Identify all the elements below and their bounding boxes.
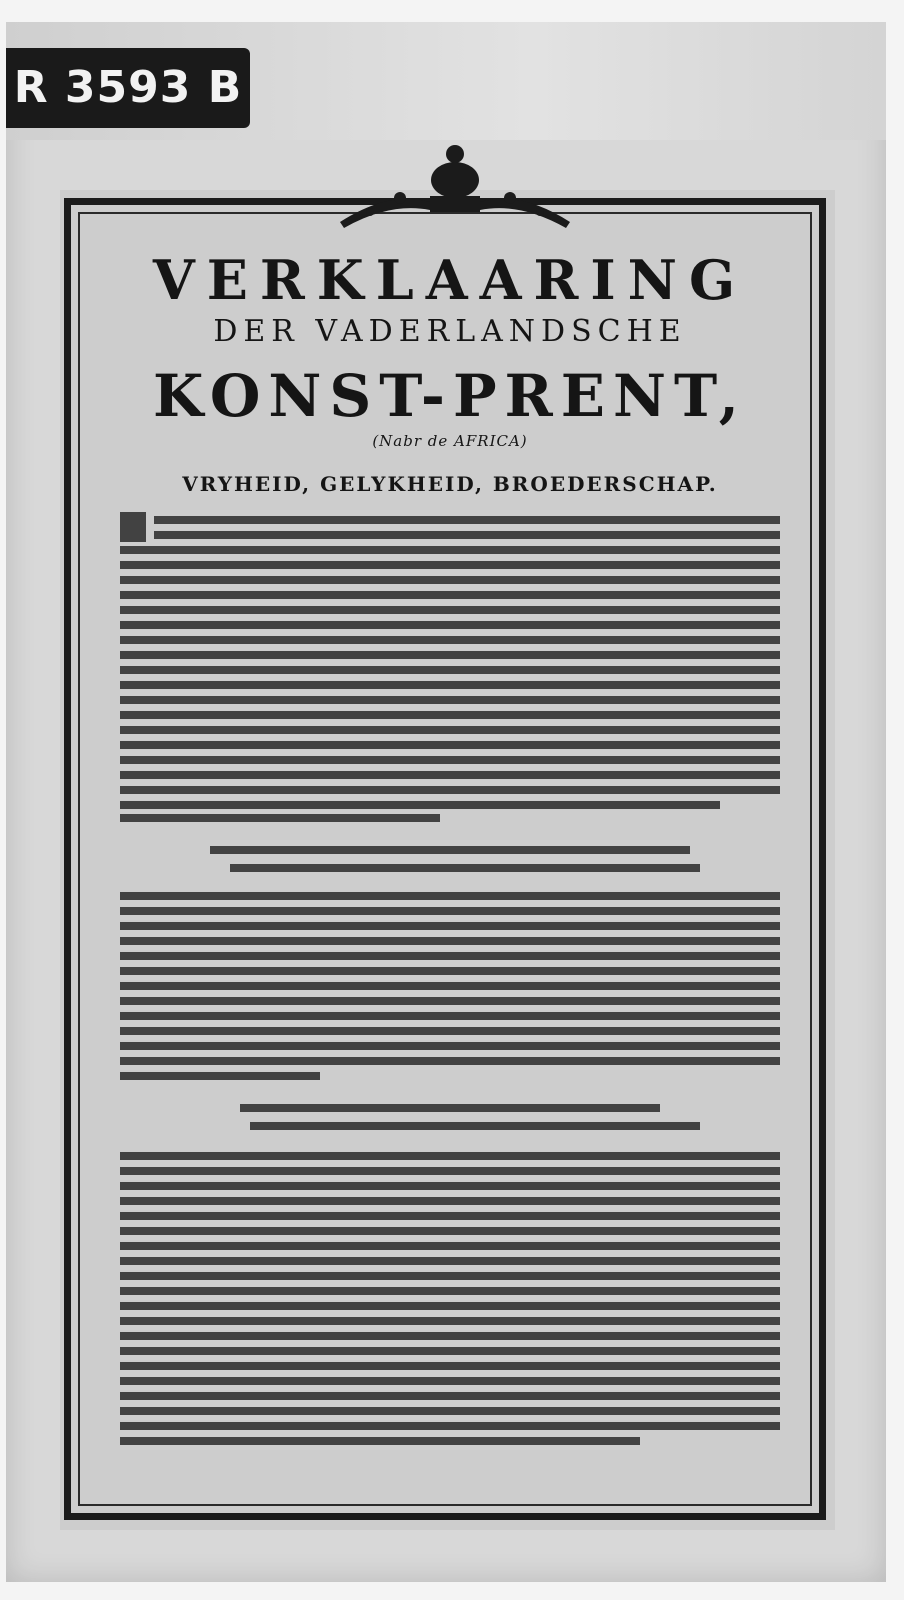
text-lines-1 [120, 512, 780, 822]
text-lines-3 [120, 1148, 780, 1458]
title-konst-prent: KONST-PRENT, [153, 362, 747, 430]
motto: VRYHEID, GELYKHEID, BROEDERSCHAP. [182, 472, 718, 496]
crown-garland-ornament-icon [330, 140, 580, 230]
subtitle: (Nabr de AFRICA) [372, 432, 528, 450]
catalog-label: R 3593 B [6, 48, 250, 128]
verse-lines-2 [120, 1098, 780, 1138]
illegible-verse-1 [120, 840, 780, 886]
verse-lines-1 [120, 840, 780, 880]
text-lines-2 [120, 888, 780, 1088]
title-vaderlandsche: DER VADERLANDSCHE [213, 314, 687, 349]
illegible-text-block-1 [120, 512, 780, 822]
illegible-verse-2 [120, 1098, 780, 1144]
illegible-text-block-2 [120, 888, 780, 1088]
title-verklaring: VERKLAARING [152, 248, 748, 312]
illegible-text-block-3 [120, 1148, 780, 1458]
